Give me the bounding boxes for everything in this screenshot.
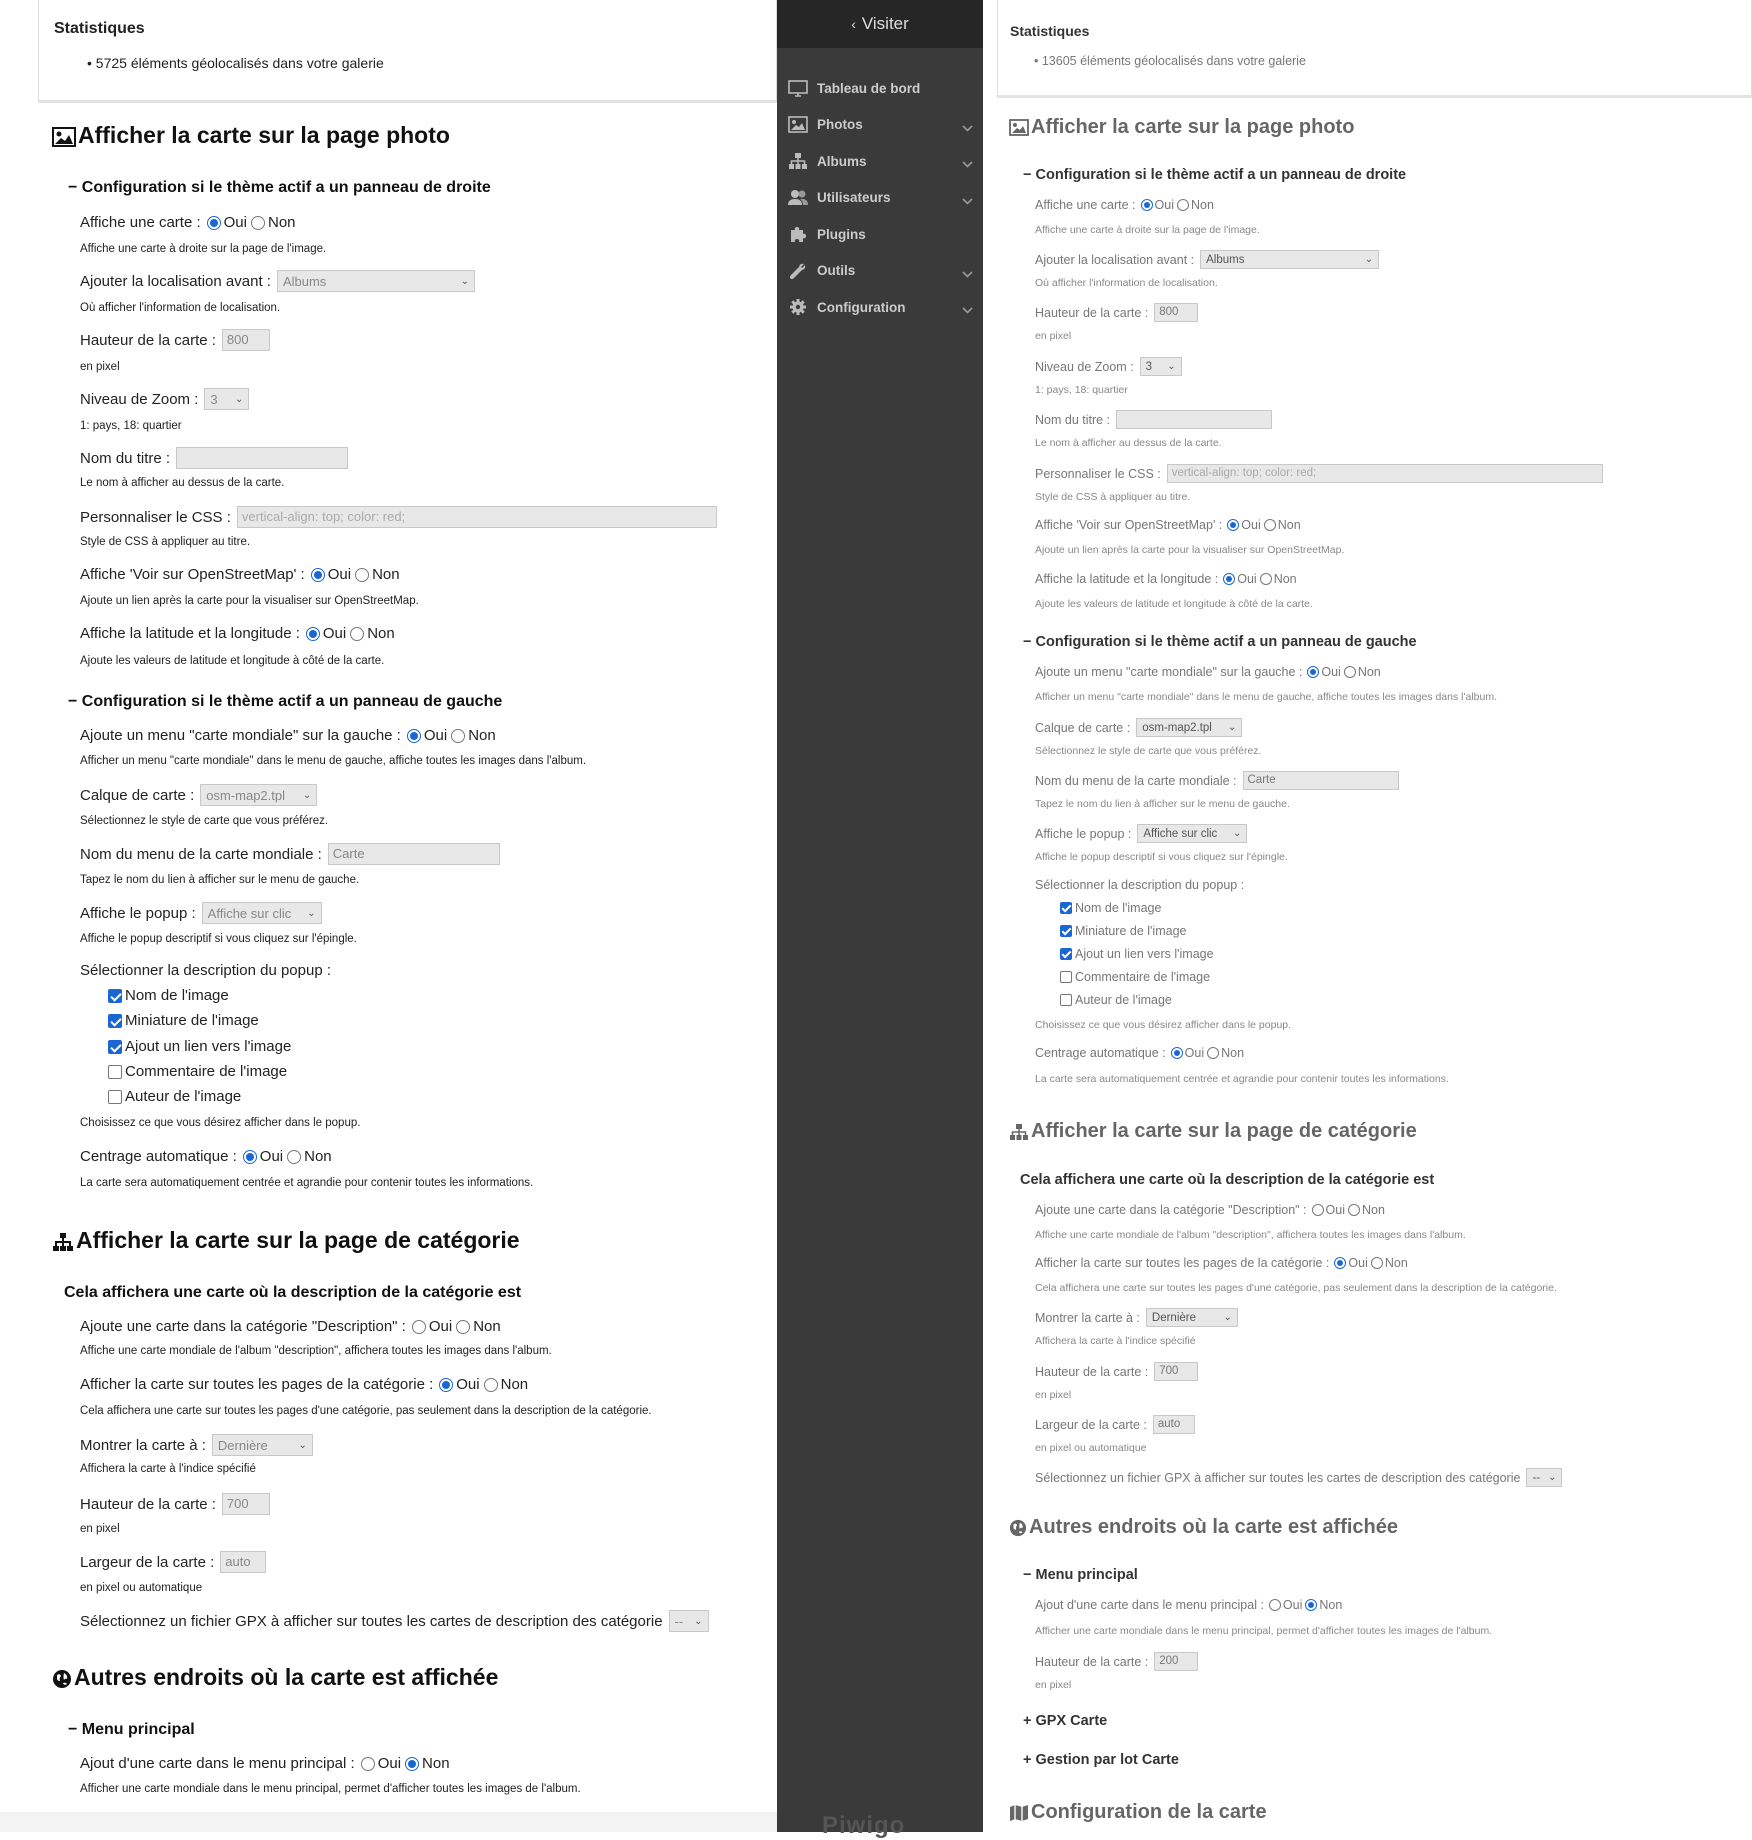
checkbox[interactable]	[1060, 971, 1072, 983]
radio-oui[interactable]	[412, 1320, 426, 1334]
sidebar-item-albums[interactable]: Albums	[777, 143, 983, 180]
field-gpx: Sélectionnez un fichier GPX à afficher sur toutes les cartes de description des catégorie -- ⌄	[80, 1610, 709, 1632]
hint-hauteur-2: en pixel	[80, 1523, 120, 1535]
subsection-batch[interactable]: + Gestion par lot Carte	[1023, 1752, 1179, 1768]
chevron-down-icon: ⌄	[1548, 1472, 1557, 1483]
field-montrer: Montrer la carte à : Dernière ⌄	[80, 1434, 313, 1456]
checkbox-item: Auteur de l'image	[108, 1088, 241, 1105]
hint-hauteur-2: en pixel	[1035, 1389, 1072, 1401]
radio-oui[interactable]	[439, 1378, 453, 1392]
menu-name-input[interactable]: Carte	[1243, 771, 1399, 790]
popup-select[interactable]: Affiche sur clic ⌄	[202, 902, 322, 924]
sidebar-nav	[777, 70, 983, 326]
stats-title: Statistiques	[1010, 23, 1090, 39]
bottom-strip	[0, 1812, 777, 1832]
stats-item: • 5725 éléments géolocalisés dans votre galerie	[87, 55, 384, 71]
hint-hauteur: en pixel	[1035, 330, 1072, 342]
wrench-icon	[787, 262, 809, 280]
field-nom-titre: Nom du titre :	[80, 447, 348, 469]
subsection-left-panel[interactable]: − Configuration si le thème actif a un panneau de gauche	[68, 693, 503, 710]
field-affiche-carte: Affiche une carte : Oui Non	[80, 214, 296, 231]
field-nom-menu: Nom du menu de la carte mondiale : Carte	[80, 843, 500, 865]
radio-non[interactable]	[451, 729, 465, 743]
radio-oui[interactable]	[1269, 1599, 1281, 1611]
gpx-select[interactable]: -- ⌄	[1526, 1468, 1562, 1487]
chevron-down-icon: ⌄	[1223, 1312, 1232, 1323]
chevron-down-icon	[962, 302, 973, 317]
hint-osm: Ajoute un lien après la carte pour la visualiser sur OpenStreetMap.	[80, 595, 419, 607]
radio-non[interactable]	[251, 216, 265, 230]
globe-icon	[1009, 1519, 1027, 1537]
field-hauteur-carte-2: Hauteur de la carte : 700	[1035, 1362, 1198, 1381]
hint-ajouter-localisation: Où afficher l'information de localisation.	[1035, 277, 1218, 289]
radio-non[interactable]	[1207, 1047, 1219, 1059]
width-input[interactable]: auto	[1153, 1415, 1195, 1434]
hint-montrer: Affichera la carte à l'indice spécifié	[1035, 1335, 1196, 1347]
radio-oui[interactable]	[1171, 1047, 1183, 1059]
hint-popup-desc: Choisissez ce que vous désirez afficher dans le popup.	[1035, 1019, 1292, 1031]
sitemap-icon	[1009, 1123, 1029, 1141]
chevron-left-icon: ‹	[851, 16, 856, 32]
chevron-down-icon: ⌄	[1232, 828, 1242, 839]
field-largeur: Largeur de la carte : auto	[1035, 1415, 1195, 1434]
hint-latlon: Ajoute les valeurs de latitude et longitude à côté de la carte.	[80, 655, 385, 667]
radio-non[interactable]	[355, 568, 369, 582]
field-hauteur-carte: Hauteur de la carte : 800	[80, 329, 270, 351]
hint-nom-menu: Tapez le nom du lien à afficher sur le menu de gauche.	[1035, 798, 1290, 810]
radio-oui[interactable]	[1141, 199, 1153, 211]
radio-oui[interactable]	[243, 1150, 257, 1164]
field-largeur: Largeur de la carte : auto	[80, 1551, 266, 1573]
piwigo-logo: Piwigo	[822, 1812, 906, 1839]
field-latlon: Affiche la latitude et la longitude : Oui Non	[80, 625, 395, 642]
gear-icon	[787, 298, 809, 316]
checkbox[interactable]	[1060, 902, 1072, 914]
hint-nom-menu: Tapez le nom du lien à afficher sur le menu de gauche.	[80, 874, 360, 886]
radio-oui[interactable]	[1312, 1204, 1324, 1216]
hint-calque: Sélectionnez le style de carte que vous préférez.	[1035, 745, 1262, 757]
menu-name-input[interactable]: Carte	[328, 843, 500, 865]
hint-css: Style de CSS à appliquer au titre.	[1035, 491, 1191, 503]
field-menu-mondiale: Ajoute un menu "carte mondiale" sur la gauche : Oui Non	[80, 727, 496, 744]
field-css: Personnaliser le CSS : vertical-align: top; color: red;	[1035, 464, 1603, 483]
height-input[interactable]: 200	[1154, 1652, 1198, 1671]
field-menu-mondiale: Ajoute un menu "carte mondiale" sur la gauche : Oui Non	[1035, 665, 1381, 679]
checkbox-item: Nom de l'image	[108, 987, 229, 1004]
checkbox-item: Commentaire de l'image	[1060, 970, 1210, 984]
chevron-down-icon: ⌄	[298, 1439, 307, 1451]
hint-css: Style de CSS à appliquer au titre.	[80, 536, 251, 548]
field-osm: Affiche 'Voir sur OpenStreetMap' : Oui Non	[80, 566, 400, 583]
radio-oui[interactable]	[207, 216, 221, 230]
checkbox-item: Auteur de l'image	[1060, 993, 1172, 1007]
field-cat-desc-carte: Ajoute une carte dans la catégorie "Description" : Oui Non	[1035, 1203, 1385, 1217]
field-menu-principal: Ajout d'une carte dans le menu principal : Oui Non	[1035, 1598, 1343, 1612]
hint-cat-desc-carte: Affiche une carte mondiale de l'album "description", affichera toutes les images dans l'album.	[1035, 1229, 1466, 1241]
hint-menu-mondiale: Afficher un menu "carte mondiale" dans le menu de gauche, affiche toutes les images dans l'album.	[1035, 691, 1498, 703]
sitemap-icon	[52, 1232, 74, 1252]
hint-menu-mondiale: Afficher un menu "carte mondiale" dans le menu de gauche, affiche toutes les images dans l'album.	[80, 755, 587, 767]
stats-item: • 13605 éléments géolocalisés dans votre galerie	[1034, 54, 1306, 68]
hint-montrer: Affichera la carte à l'indice spécifié	[80, 1463, 256, 1475]
field-centrage: Centrage automatique : Oui Non	[1035, 1046, 1245, 1060]
hint-zoom: 1: pays, 18: quartier	[1035, 384, 1128, 396]
radio-non[interactable]	[484, 1378, 498, 1392]
radio-non[interactable]	[1177, 199, 1189, 211]
users-icon	[787, 189, 809, 207]
radio-non[interactable]	[1260, 573, 1272, 585]
subsection-cat-desc: Cela affichera une carte où la description de la catégorie est	[64, 1284, 522, 1301]
field-menu-principal: Ajout d'une carte dans le menu principal : Oui Non	[80, 1755, 450, 1772]
chevron-down-icon	[962, 120, 973, 135]
subsection-menu[interactable]: − Menu principal	[1023, 1567, 1138, 1583]
chevron-down-icon	[962, 193, 973, 208]
sidebar-item-plugins[interactable]: Plugins	[777, 216, 983, 253]
sidebar-item-dashboard[interactable]: Tableau de bord	[777, 70, 983, 107]
location-select[interactable]: Albums ⌄	[1200, 250, 1379, 269]
checkbox-item: Miniature de l'image	[1060, 924, 1186, 938]
hint-ajouter-localisation: Où afficher l'information de localisation.	[80, 302, 281, 314]
field-osm: Affiche 'Voir sur OpenStreetMap' : Oui Non	[1035, 518, 1301, 532]
field-cat-desc-carte: Ajoute une carte dans la catégorie "Description" : Oui Non	[80, 1318, 501, 1335]
field-zoom: Niveau de Zoom : 3 ⌄	[80, 388, 249, 410]
chevron-down-icon: ⌄	[694, 1615, 703, 1627]
hint-zoom: 1: pays, 18: quartier	[80, 420, 182, 432]
image-icon	[787, 116, 809, 134]
subsection-menu[interactable]: − Menu principal	[68, 1721, 195, 1738]
field-latlon: Affiche la latitude et la longitude : Oui Non	[1035, 572, 1297, 586]
radio-non[interactable]	[1264, 519, 1276, 531]
chevron-down-icon: ⌄	[302, 789, 312, 801]
stats-box	[38, 0, 777, 103]
chevron-down-icon: ⌄	[1167, 361, 1176, 372]
chevron-down-icon: ⌄	[235, 393, 244, 405]
sidebar-item-configuration[interactable]: Configuration	[777, 289, 983, 326]
radio-non[interactable]	[405, 1757, 419, 1771]
hint-affiche-carte: Affiche une carte à droite sur la page de l'image.	[1035, 224, 1260, 236]
field-ajouter-localisation: Ajouter la localisation avant : Albums ⌄	[1035, 250, 1379, 269]
layer-select[interactable]: osm-map2.tpl ⌄	[1136, 718, 1242, 737]
chevron-down-icon	[962, 266, 973, 281]
section-title-other: Autres endroits où la carte est affichée	[1009, 1516, 1398, 1539]
height-input[interactable]: 800	[1154, 303, 1198, 322]
width-input[interactable]: auto	[220, 1551, 266, 1573]
field-cat-all: Afficher la carte sur toutes les pages de la catégorie : Oui Non	[80, 1376, 529, 1393]
checkbox-item: Nom de l'image	[1060, 901, 1161, 915]
field-calque: Calque de carte : osm-map2.tpl ⌄	[1035, 718, 1242, 737]
radio-non[interactable]	[287, 1150, 301, 1164]
image-icon	[1009, 119, 1029, 136]
field-ajouter-localisation: Ajouter la localisation avant : Albums ⌄	[80, 270, 475, 292]
field-zoom: Niveau de Zoom : 3 ⌄	[1035, 357, 1182, 376]
field-cat-all: Afficher la carte sur toutes les pages de la catégorie : Oui Non	[1035, 1256, 1408, 1270]
title-input[interactable]	[1116, 410, 1272, 429]
field-nom-menu: Nom du menu de la carte mondiale : Carte	[1035, 771, 1399, 790]
subsection-right-panel[interactable]: − Configuration si le thème actif a un panneau de droite	[68, 179, 491, 196]
chevron-down-icon: ⌄	[307, 907, 316, 919]
field-popup-desc: Sélectionner la description du popup :	[1035, 878, 1245, 892]
title-input[interactable]	[176, 447, 348, 469]
field-popup: Affiche le popup : Affiche sur clic ⌄	[1035, 824, 1247, 843]
stats-box	[997, 0, 1752, 98]
show-at-select[interactable]: Dernière ⌄	[212, 1434, 313, 1456]
radio-non[interactable]	[350, 627, 364, 641]
field-css: Personnaliser le CSS : vertical-align: top; color: red;	[80, 506, 717, 528]
monitor-icon	[787, 79, 809, 97]
visit-link[interactable]: ‹ Visiter	[777, 0, 983, 48]
radio-oui[interactable]	[311, 568, 325, 582]
hint-cat-all: Cela affichera une carte sur toutes les pages d'une catégorie, pas seulement dans la description de la catégorie.	[1035, 1282, 1557, 1294]
hint-menu-principal: Afficher une carte mondiale dans le menu principal, permet d'afficher toutes les images de l'album.	[80, 1783, 581, 1795]
radio-oui[interactable]	[1334, 1257, 1346, 1269]
hint-affiche-carte: Affiche une carte à droite sur la page de l'image.	[80, 243, 327, 255]
layer-select[interactable]: osm-map2.tpl ⌄	[200, 784, 317, 806]
field-hauteur-carte-3: Hauteur de la carte : 200	[1035, 1652, 1198, 1671]
left-panel	[0, 0, 777, 1832]
section-title-category: Afficher la carte sur la page de catégorie	[1009, 1120, 1417, 1143]
stats-title: Statistiques	[54, 20, 145, 37]
section-title-photo: Afficher la carte sur la page photo	[52, 122, 450, 149]
field-popup-desc: Sélectionner la description du popup :	[80, 962, 332, 979]
hint-largeur: en pixel ou automatique	[1035, 1442, 1147, 1454]
checkbox[interactable]	[108, 1014, 122, 1028]
puzzle-icon	[787, 225, 809, 243]
sidebar-item-photos[interactable]: Photos	[777, 107, 983, 144]
show-at-select[interactable]: Dernière ⌄	[1146, 1308, 1238, 1327]
globe-icon	[52, 1669, 72, 1689]
field-gpx: Sélectionnez un fichier GPX à afficher sur toutes les cartes de description des catégorie -- ⌄	[1035, 1468, 1562, 1487]
location-select[interactable]: Albums ⌄	[277, 270, 475, 292]
right-panel	[983, 0, 1752, 1832]
section-title-other: Autres endroits où la carte est affichée	[52, 1664, 498, 1691]
section-title-category: Afficher la carte sur la page de catégorie	[52, 1227, 520, 1254]
subsection-gpx[interactable]: + GPX Carte	[1023, 1713, 1108, 1729]
hint-centrage: La carte sera automatiquement centrée et agrandie pour contenir toutes les informations.	[80, 1177, 534, 1189]
checkbox[interactable]	[1060, 925, 1072, 937]
checkbox-item: Miniature de l'image	[108, 1012, 259, 1029]
radio-non[interactable]	[1344, 666, 1356, 678]
radio-oui[interactable]	[1223, 573, 1235, 585]
hint-largeur: en pixel ou automatique	[80, 1582, 203, 1594]
css-input[interactable]: vertical-align: top; color: red;	[1167, 464, 1603, 483]
subsection-cat-desc: Cela affichera une carte où la description de la catégorie est	[1020, 1172, 1435, 1188]
checkbox-item: Ajout un lien vers l'image	[1060, 947, 1214, 961]
hint-menu-principal: Afficher une carte mondiale dans le menu principal, permet d'afficher toutes les images de l'album.	[1035, 1625, 1493, 1637]
gpx-select[interactable]: -- ⌄	[669, 1610, 709, 1632]
hint-centrage: La carte sera automatiquement centrée et agrandie pour contenir toutes les informations.	[1035, 1073, 1449, 1085]
sidebar-item-users[interactable]: Utilisateurs	[777, 180, 983, 217]
hint-hauteur: en pixel	[80, 361, 120, 373]
radio-non[interactable]	[1348, 1204, 1360, 1216]
checkbox[interactable]	[1060, 994, 1072, 1006]
hint-latlon: Ajoute les valeurs de latitude et longitude à côté de la carte.	[1035, 598, 1313, 610]
hint-nom-titre: Le nom à afficher au dessus de la carte.	[1035, 437, 1222, 449]
checkbox[interactable]	[108, 1090, 122, 1104]
hint-calque: Sélectionnez le style de carte que vous préférez.	[80, 815, 329, 827]
field-montrer: Montrer la carte à : Dernière ⌄	[1035, 1308, 1238, 1327]
field-popup: Affiche le popup : Affiche sur clic ⌄	[80, 902, 322, 924]
radio-non[interactable]	[456, 1320, 470, 1334]
radio-oui[interactable]	[1227, 519, 1239, 531]
hint-hauteur-3: en pixel	[1035, 1679, 1072, 1691]
radio-oui[interactable]	[1307, 666, 1319, 678]
hint-nom-titre: Le nom à afficher au dessus de la carte.	[80, 477, 285, 489]
checkbox[interactable]	[108, 1065, 122, 1079]
hint-popup: Affiche le popup descriptif si vous cliquez sur l'épingle.	[80, 933, 357, 945]
checkbox[interactable]	[108, 1040, 122, 1054]
field-affiche-carte: Affiche une carte : Oui Non	[1035, 198, 1214, 212]
zoom-select[interactable]: 3 ⌄	[204, 388, 249, 410]
field-nom-titre: Nom du titre :	[1035, 410, 1272, 429]
checkbox[interactable]	[1060, 948, 1072, 960]
image-icon	[52, 127, 76, 147]
chevron-down-icon	[962, 156, 973, 171]
sitemap-icon	[787, 152, 809, 170]
checkbox-item: Ajout un lien vers l'image	[108, 1038, 291, 1055]
height-input[interactable]: 700	[222, 1493, 270, 1515]
chevron-down-icon: ⌄	[1364, 254, 1374, 265]
radio-oui[interactable]	[361, 1757, 375, 1771]
radio-non[interactable]	[1305, 1599, 1317, 1611]
hint-osm: Ajoute un lien après la carte pour la visualiser sur OpenStreetMap.	[1035, 544, 1345, 556]
height-input[interactable]: 800	[222, 329, 270, 351]
radio-non[interactable]	[1371, 1257, 1383, 1269]
zoom-select[interactable]: 3 ⌄	[1140, 357, 1182, 376]
hint-popup-desc: Choisissez ce que vous désirez afficher dans le popup.	[80, 1117, 361, 1129]
field-centrage: Centrage automatique : Oui Non	[80, 1148, 332, 1165]
section-title-photo: Afficher la carte sur la page photo	[1009, 116, 1354, 139]
hint-cat-all: Cela affichera une carte sur toutes les pages d'une catégorie, pas seulement dans la description de la catégorie.	[80, 1405, 652, 1417]
field-hauteur-carte-2: Hauteur de la carte : 700	[80, 1493, 270, 1515]
chevron-down-icon: ⌄	[1227, 722, 1237, 733]
radio-oui[interactable]	[306, 627, 320, 641]
field-calque: Calque de carte : osm-map2.tpl ⌄	[80, 784, 317, 806]
sidebar-item-tools[interactable]: Outils	[777, 253, 983, 290]
hint-popup: Affiche le popup descriptif si vous cliquez sur l'épingle.	[1035, 851, 1288, 863]
hint-cat-desc-carte: Affiche une carte mondiale de l'album "description", affichera toutes les images dans l'album.	[80, 1345, 552, 1357]
map-icon	[1009, 1804, 1029, 1822]
subsection-left-panel[interactable]: − Configuration si le thème actif a un panneau de gauche	[1023, 634, 1417, 650]
css-input[interactable]: vertical-align: top; color: red;	[237, 506, 717, 528]
checkbox[interactable]	[108, 989, 122, 1003]
height-input[interactable]: 700	[1154, 1362, 1198, 1381]
field-hauteur-carte: Hauteur de la carte : 800	[1035, 303, 1198, 322]
checkbox-item: Commentaire de l'image	[108, 1063, 287, 1080]
section-title-config: Configuration de la carte	[1009, 1801, 1267, 1824]
radio-oui[interactable]	[407, 729, 421, 743]
chevron-down-icon: ⌄	[460, 275, 469, 287]
admin-sidebar	[777, 0, 983, 1839]
subsection-right-panel[interactable]: − Configuration si le thème actif a un panneau de droite	[1023, 167, 1407, 183]
popup-select[interactable]: Affiche sur clic ⌄	[1137, 824, 1247, 843]
